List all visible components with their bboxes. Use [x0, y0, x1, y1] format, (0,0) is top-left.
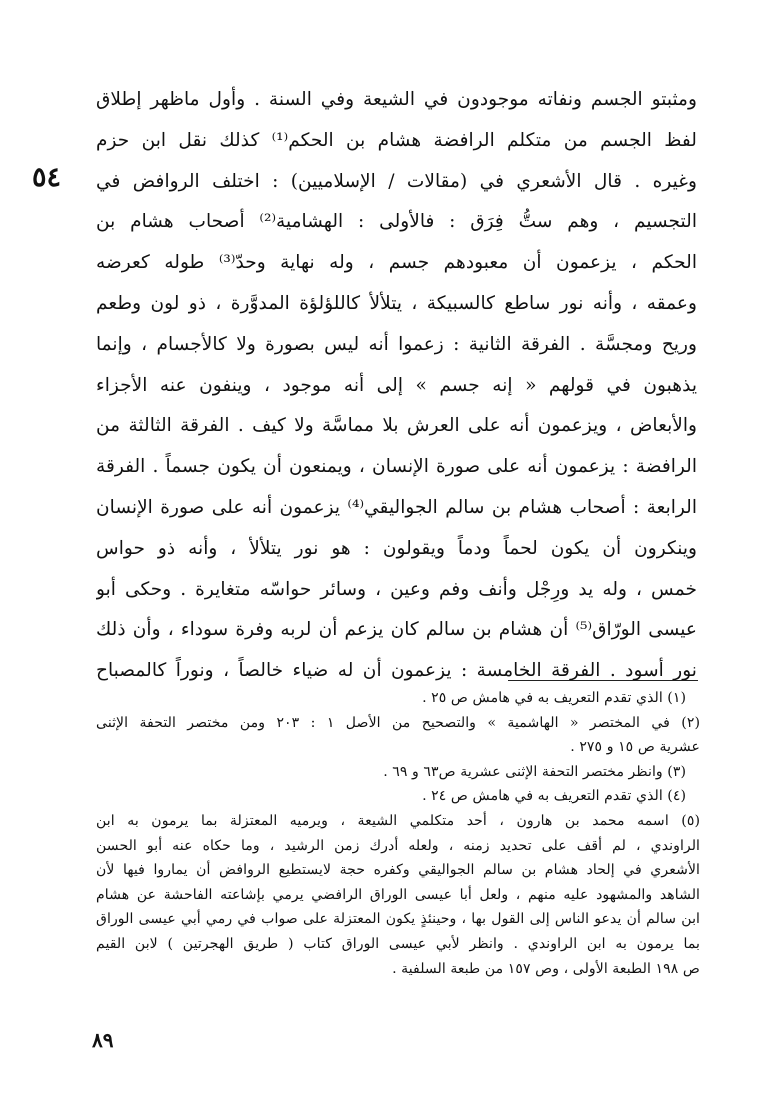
footnote-line: الأشعري في إلحاد هشام بن سالم الجواليقي وكفره حجة لايستطيع الروافض أن يماروا فيها لأن [96, 862, 700, 879]
footnote-line: (٥) اسمه محمد بن هارون ، أحد متكلمي الشيعة ، ويرميه المعتزلة بما يرمون به ابن [96, 812, 700, 829]
footnote-line: (١) الذي تقدم التعريف به في هامش ص ٢٥ . [422, 690, 686, 706]
text-line: التجسيم ، وهم ستُّ فِرَق : فالأولى : الهشامية⁽²⁾ أصحاب هشام بن [96, 211, 697, 233]
text-line: وعمقه ، وأنه نور ساطع كالسبيكة ، يتلألأ كاللؤلؤة المدوَّرة ، ذو لون وطعم [96, 292, 697, 314]
footnote-line: ص ١٩٨ الطبعة الأولى ، وص ١٥٧ من طبعة السلفية . [392, 960, 700, 977]
footnote-line: ابن سالم أن يدعو الناس إلى القول بها ، وحينئذٍ يكون المعتزلة على صواب في رمي أبي عيسى الوراق [96, 911, 700, 928]
text-line: يذهبون في قولهم « إنه جسم » إلى أنه موجود ، وينفون عنه الأجزاء [96, 374, 697, 396]
text-line: خمس ، وله يد ورِجْل وأنف وفم وعين ، وسائر حواسّه متغايرة . وحكى أبو [96, 578, 697, 600]
footnote-line: (٢) في المختصر « الهاشمية » والتصحيح من الأصل ١ : ٢٠٣ ومن مختصر التحفة الإثنى [96, 714, 700, 731]
text-line: لفظ الجسم من متكلم الرافضة هشام بن الحكم⁽¹⁾ كذلك نقل ابن حزم [96, 129, 697, 151]
footnote-line: الشاهد والمشهود عليه منهم ، ولعل أبا عيسى الوراق الرافضي يرمي بإشاعته الفاحشة عن هشام [96, 886, 700, 903]
footnote-line: (٣) وانظر مختصر التحفة الإثنى عشرية ص٦٣ و ٦٩ . [383, 763, 686, 780]
footnotes [96, 686, 700, 981]
footnote-line: (٤) الذي تقدم التعريف به في هامش ص ٢٤ . [422, 788, 686, 805]
page-number: ٨٩ [92, 1028, 114, 1052]
text-line: وينكرون أن يكون لحماً ودماً ويقولون : هو نور يتلألأ ، وأنه ذو حواس [96, 537, 697, 559]
text-line: ومثبتو الجسم ونفاته موجودون في الشيعة وفي السنة . وأول ماظهر إطلاق [96, 89, 697, 110]
text-line: عيسى الورّاق⁽⁵⁾ أن هشام بن سالم كان يزعم أن لربه وفرة سوداء ، وأن ذلك [96, 619, 697, 641]
footnote-line: الراوندي ، لم أقف على تحديد زمنه ، ولعله أدرك زمن الرشيد ، وما حكاه عنه أبو الحسن [96, 837, 700, 854]
text-line: نور أسود . الفرقة الخامسة : يزعمون أن له ضياء خالصاً ، ونوراً كالمصباح [96, 660, 697, 682]
text-line: الرابعة : أصحاب هشام بن سالم الجواليقي⁽⁴⁾ يزعمون أنه على صورة الإنسان [96, 496, 697, 518]
main-text [96, 80, 697, 692]
footnote-line: عشرية ص ١٥ و ٢٧٥ . [570, 739, 700, 756]
footnote-line: بما يرمون به ابن الراوندي . وانظر لأبي عيسى الوراق كتاب ( طريق الهجرتين ) لابن القيم [96, 935, 700, 952]
footnote-divider [508, 680, 698, 681]
text-line: الرافضة : يزعمون أنه على صورة الإنسان ، ويمنعون أن يكون جسماً . الفرقة [96, 456, 697, 478]
margin-number: ٥٤ [32, 162, 62, 193]
text-line: وريح ومجسَّة . الفرقة الثانية : زعموا أنه ليس بصورة ولا كالأجسام ، وإنما [96, 333, 697, 355]
text-line: والأبعاض ، ويزعمون أنه على العرش بلا مماسَّة ولا كيف . الفرقة الثالثة من [96, 415, 697, 437]
text-line: وغيره . قال الأشعري في (مقالات / الإسلاميين) : اختلف الروافض في [96, 170, 697, 192]
text-line: الحكم ، يزعمون أن معبودهم جسم ، وله نهاية وحدّ⁽³⁾ طوله كعرضه [96, 252, 697, 274]
